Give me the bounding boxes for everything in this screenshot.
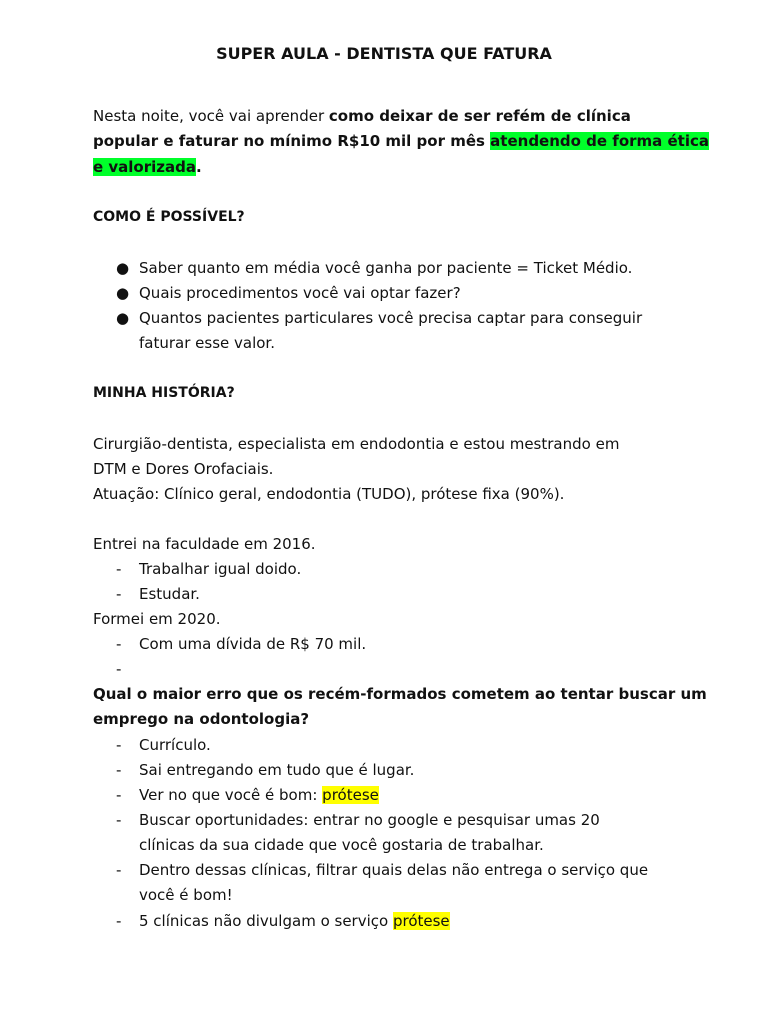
- bullet-item: Quais procedimentos você vai optar fazer?: [139, 284, 461, 302]
- dash-item: Dentro dessas clínicas, filtrar quais delas não entrega o serviço que: [139, 861, 649, 879]
- paragraph-line: DTM e Dores Orofaciais.: [93, 460, 274, 478]
- bullet-item: Saber quanto em média você ganha por paciente = Ticket Médio.: [139, 259, 633, 277]
- item-text: Ver no que você é bom:: [139, 786, 323, 804]
- bullet-item: Quantos pacientes particulares você precisa captar para conseguir: [139, 309, 643, 327]
- intro-bold: popular e faturar no mínimo R$10 mil por mês: [93, 132, 491, 150]
- dash-item: Currículo.: [139, 736, 211, 754]
- page-title: SUPER AULA - DENTISTA QUE FATURA: [216, 44, 552, 63]
- dash-item: Estudar.: [139, 585, 200, 603]
- dash-marker: -: [116, 912, 122, 930]
- yellow-highlight: prótese: [322, 786, 379, 804]
- dash-marker: -: [116, 560, 122, 578]
- dash-marker: -: [116, 585, 122, 603]
- section-heading-como: COMO É POSSÍVEL?: [93, 209, 245, 225]
- dash-marker: -: [116, 635, 122, 653]
- green-highlight: atendendo de forma ética: [490, 132, 710, 150]
- dash-marker: -: [116, 861, 122, 879]
- dash-marker: -: [116, 736, 122, 754]
- intro-bold: como deixar de ser refém de clínica: [328, 107, 631, 125]
- dash-marker: -: [116, 786, 122, 804]
- green-highlight: e valorizada: [93, 158, 196, 176]
- paragraph-line: Entrei na faculdade em 2016.: [93, 535, 316, 553]
- intro-line-3: [93, 155, 202, 179]
- dash-item: [139, 783, 379, 807]
- dash-item: Buscar oportunidades: entrar no google e pesquisar umas 20: [139, 811, 600, 829]
- paragraph-line: Atuação: Clínico geral, endodontia (TUDO), prótese fixa (90%).: [93, 485, 565, 503]
- intro-period: .: [196, 158, 202, 176]
- intro-text: Nesta noite, você vai aprender: [93, 107, 329, 125]
- dash-item: [139, 909, 450, 933]
- paragraph-line: Cirurgião-dentista, especialista em endodontia e estou mestrando em: [93, 435, 620, 453]
- bullet-icon: ●: [116, 259, 130, 277]
- dash-marker: -: [116, 811, 122, 829]
- question-heading: Qual o maior erro que os recém-formados cometem ao tentar buscar um: [93, 685, 707, 703]
- dash-item-continuation: clínicas da sua cidade que você gostaria de trabalhar.: [139, 836, 544, 854]
- intro-line-2: [93, 129, 709, 153]
- dash-marker: -: [116, 761, 122, 779]
- paragraph-line: Formei em 2020.: [93, 610, 221, 628]
- bullet-item-continuation: faturar esse valor.: [139, 334, 275, 352]
- item-text: 5 clínicas não divulgam o serviço: [139, 912, 393, 930]
- bullet-icon: ●: [116, 309, 130, 327]
- intro-line-1: [93, 104, 631, 128]
- dash-item-continuation: você é bom!: [139, 886, 233, 904]
- dash-item: Sai entregando em tudo que é lugar.: [139, 761, 415, 779]
- dash-item: Trabalhar igual doido.: [139, 560, 302, 578]
- dash-item: Com uma dívida de R$ 70 mil.: [139, 635, 367, 653]
- bullet-icon: ●: [116, 284, 130, 302]
- dash-marker: -: [116, 660, 122, 678]
- yellow-highlight: prótese: [392, 912, 450, 930]
- question-heading: emprego na odontologia?: [93, 710, 310, 728]
- section-heading-historia: MINHA HISTÓRIA?: [93, 385, 235, 401]
